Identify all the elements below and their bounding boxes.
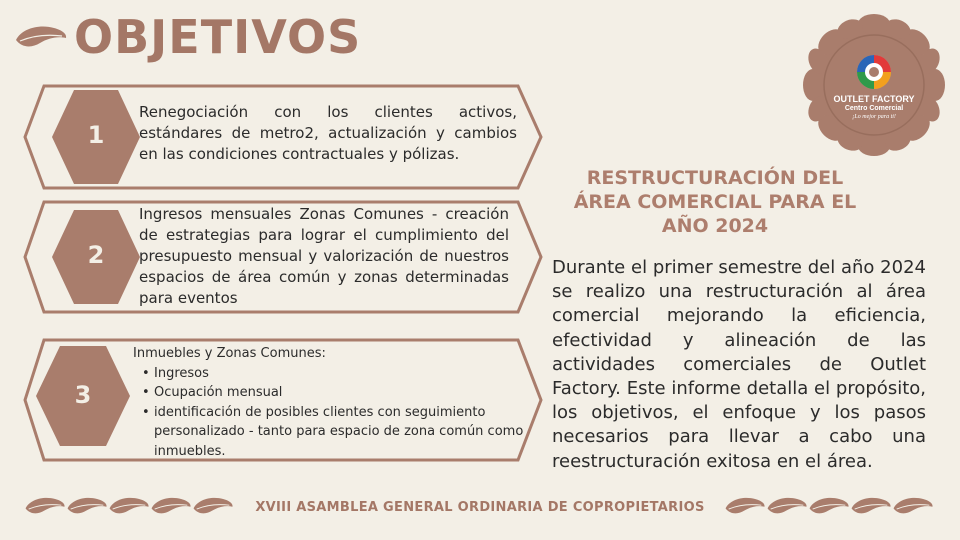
objective-number: 3	[74, 381, 92, 409]
logo-emblem-icon	[800, 10, 948, 160]
outlet-factory-logo	[800, 10, 948, 160]
leaf-icon	[724, 494, 766, 518]
logo-tagline: ¡Lo mejor para ti!	[852, 114, 896, 120]
objective-1	[22, 84, 544, 190]
leaf-icon	[66, 494, 108, 518]
footer-text: XVIII ASAMBLEA GENERAL ORDINARIA DE COPROPIETARIOS	[255, 500, 705, 515]
leaf-icon	[24, 494, 66, 518]
objective-bullet-list	[133, 364, 525, 462]
list-item: • Ingresos	[154, 364, 525, 384]
section-heading: RESTRUCTURACIÓN DEL ÁREA COMERCIAL PARA EL AÑO 2024	[573, 167, 857, 237]
page-title: OBJETIVOS	[74, 10, 362, 64]
leaf-icon	[808, 494, 850, 518]
section-body: Durante el primer semestre del año 2024 se realizo una restructuración al área comercial mejorando la eficiencia, efectividad y alineación de las actividades comerciales de Outlet Factory. Este informe detalla el propósito, los objetivos, el enfoque y los pasos necesarios para llevar a cabo una reestructuración exitosa en el área.	[552, 257, 926, 472]
leaf-icon	[850, 494, 892, 518]
objective-heading: Inmuebles y Zonas Comunes:	[133, 346, 326, 361]
list-item: • identificación de posibles clientes con seguimiento personalizado - tanto para espacio de zona común como inmuebles.	[154, 403, 525, 462]
list-item: • Ocupación mensual	[154, 383, 525, 403]
objective-text: Ingresos mensuales Zonas Comunes - creación de estrategias para lograr el cumplimiento del presupuesto mensual y valorización de nuestros espacios de área común y zonas determinadas para eventos	[139, 205, 509, 307]
objective-2	[22, 200, 544, 314]
leaf-icon	[150, 494, 192, 518]
logo-subtitle: Centro Comercial	[844, 105, 904, 112]
leaf-icon	[766, 494, 808, 518]
leaf-icon	[14, 22, 68, 52]
logo-name: OUTLET FACTORY	[833, 94, 915, 104]
objective-text: Renegociación con los clientes activos, estándares de metro2, actualización y cambios en las condiciones contractuales y pólizas.	[139, 103, 517, 163]
objective-text	[133, 344, 525, 461]
objective-number: 1	[87, 121, 105, 149]
objective-3	[22, 338, 544, 462]
leaf-icon	[892, 494, 934, 518]
leaf-icon	[108, 494, 150, 518]
objective-number: 2	[87, 241, 105, 269]
